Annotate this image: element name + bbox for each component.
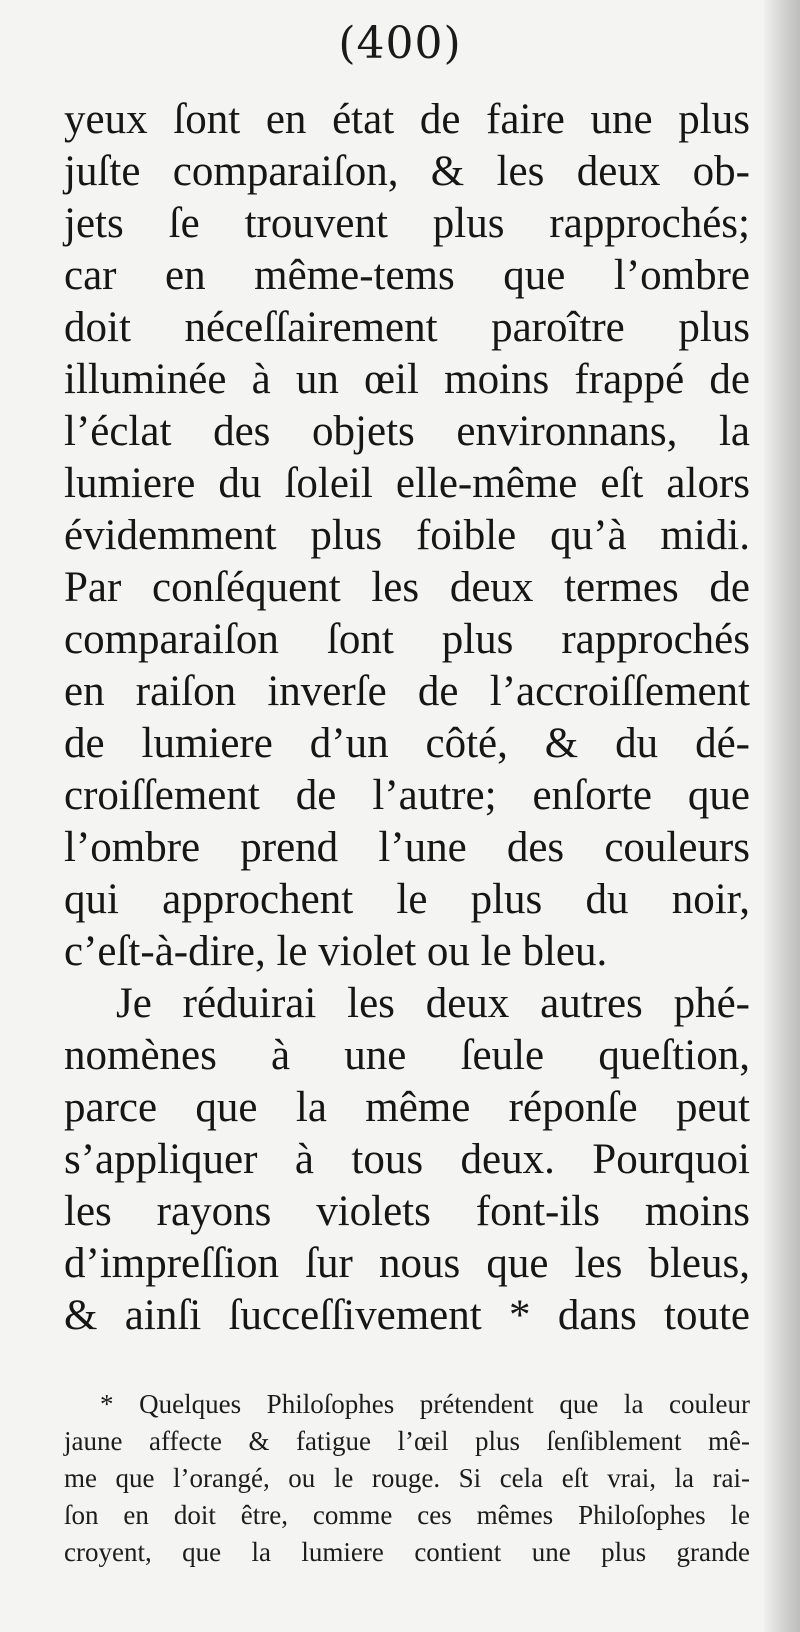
footnote-line: ſon en doit être, comme ces mêmes Philoſophes le — [64, 1500, 750, 1530]
text-line: & ainſi ſucceſſivement * dans toute — [64, 1292, 750, 1339]
footnote-line: croyent, que la lumiere contient une plus grande — [64, 1537, 750, 1567]
page-gutter-shadow — [764, 0, 800, 1632]
text-line: s’appliquer à tous deux. Pourquoi — [64, 1136, 750, 1183]
text-line: d’impreſſion ſur nous que les bleus, — [64, 1240, 750, 1287]
text-line: car en même-tems que l’ombre — [64, 252, 750, 299]
page-number: (400) — [338, 18, 462, 69]
text-line: Par conſéquent les deux termes de — [64, 564, 750, 611]
text-line: l’éclat des objets environnans, la — [64, 408, 750, 455]
footnote — [64, 1386, 750, 1571]
text-line: comparaiſon ſont plus rapprochés — [64, 616, 750, 663]
text-line: qui approchent le plus du noir, — [64, 876, 750, 923]
text-line: en raiſon inverſe de l’accroiſſement — [64, 668, 750, 715]
text-line: évidemment plus foible qu’à midi. — [64, 512, 750, 559]
text-line: yeux ſont en état de faire une plus — [64, 96, 750, 143]
text-line: parce que la même réponſe peut — [64, 1084, 750, 1131]
text-line: nomènes à une ſeule queſtion, — [64, 1032, 750, 1079]
text-line: jets ſe trouvent plus rapprochés; — [64, 200, 750, 247]
text-line: juſte comparaiſon, & les deux ob- — [64, 148, 750, 195]
text-line: les rayons violets font-ils moins — [64, 1188, 750, 1235]
text-line: illuminée à un œil moins frappé de — [64, 356, 750, 403]
text-line: lumiere du ſoleil elle-même eſt alors — [64, 460, 750, 507]
footnote-line: me que l’orangé, ou le rouge. Si cela eſt vrai, la rai- — [64, 1463, 750, 1493]
text-line: de lumiere d’un côté, & du dé- — [64, 720, 750, 767]
body-text — [64, 94, 750, 1342]
text-line: croiſſement de l’autre; enſorte que — [64, 772, 750, 819]
paragraph-start-line: Je réduirai les deux autres phé- — [116, 980, 750, 1027]
text-line: c’eſt-à-dire, le violet ou le bleu. — [64, 928, 608, 975]
text-line: l’ombre prend l’une des couleurs — [64, 824, 750, 871]
footnote-line: jaune affecte & fatigue l’œil plus ſenſiblement mê- — [64, 1426, 750, 1456]
text-line: doit néceſſairement paroître plus — [64, 304, 750, 351]
footnote-line: * Quelques Philoſophes prétendent que la couleur — [100, 1389, 750, 1419]
